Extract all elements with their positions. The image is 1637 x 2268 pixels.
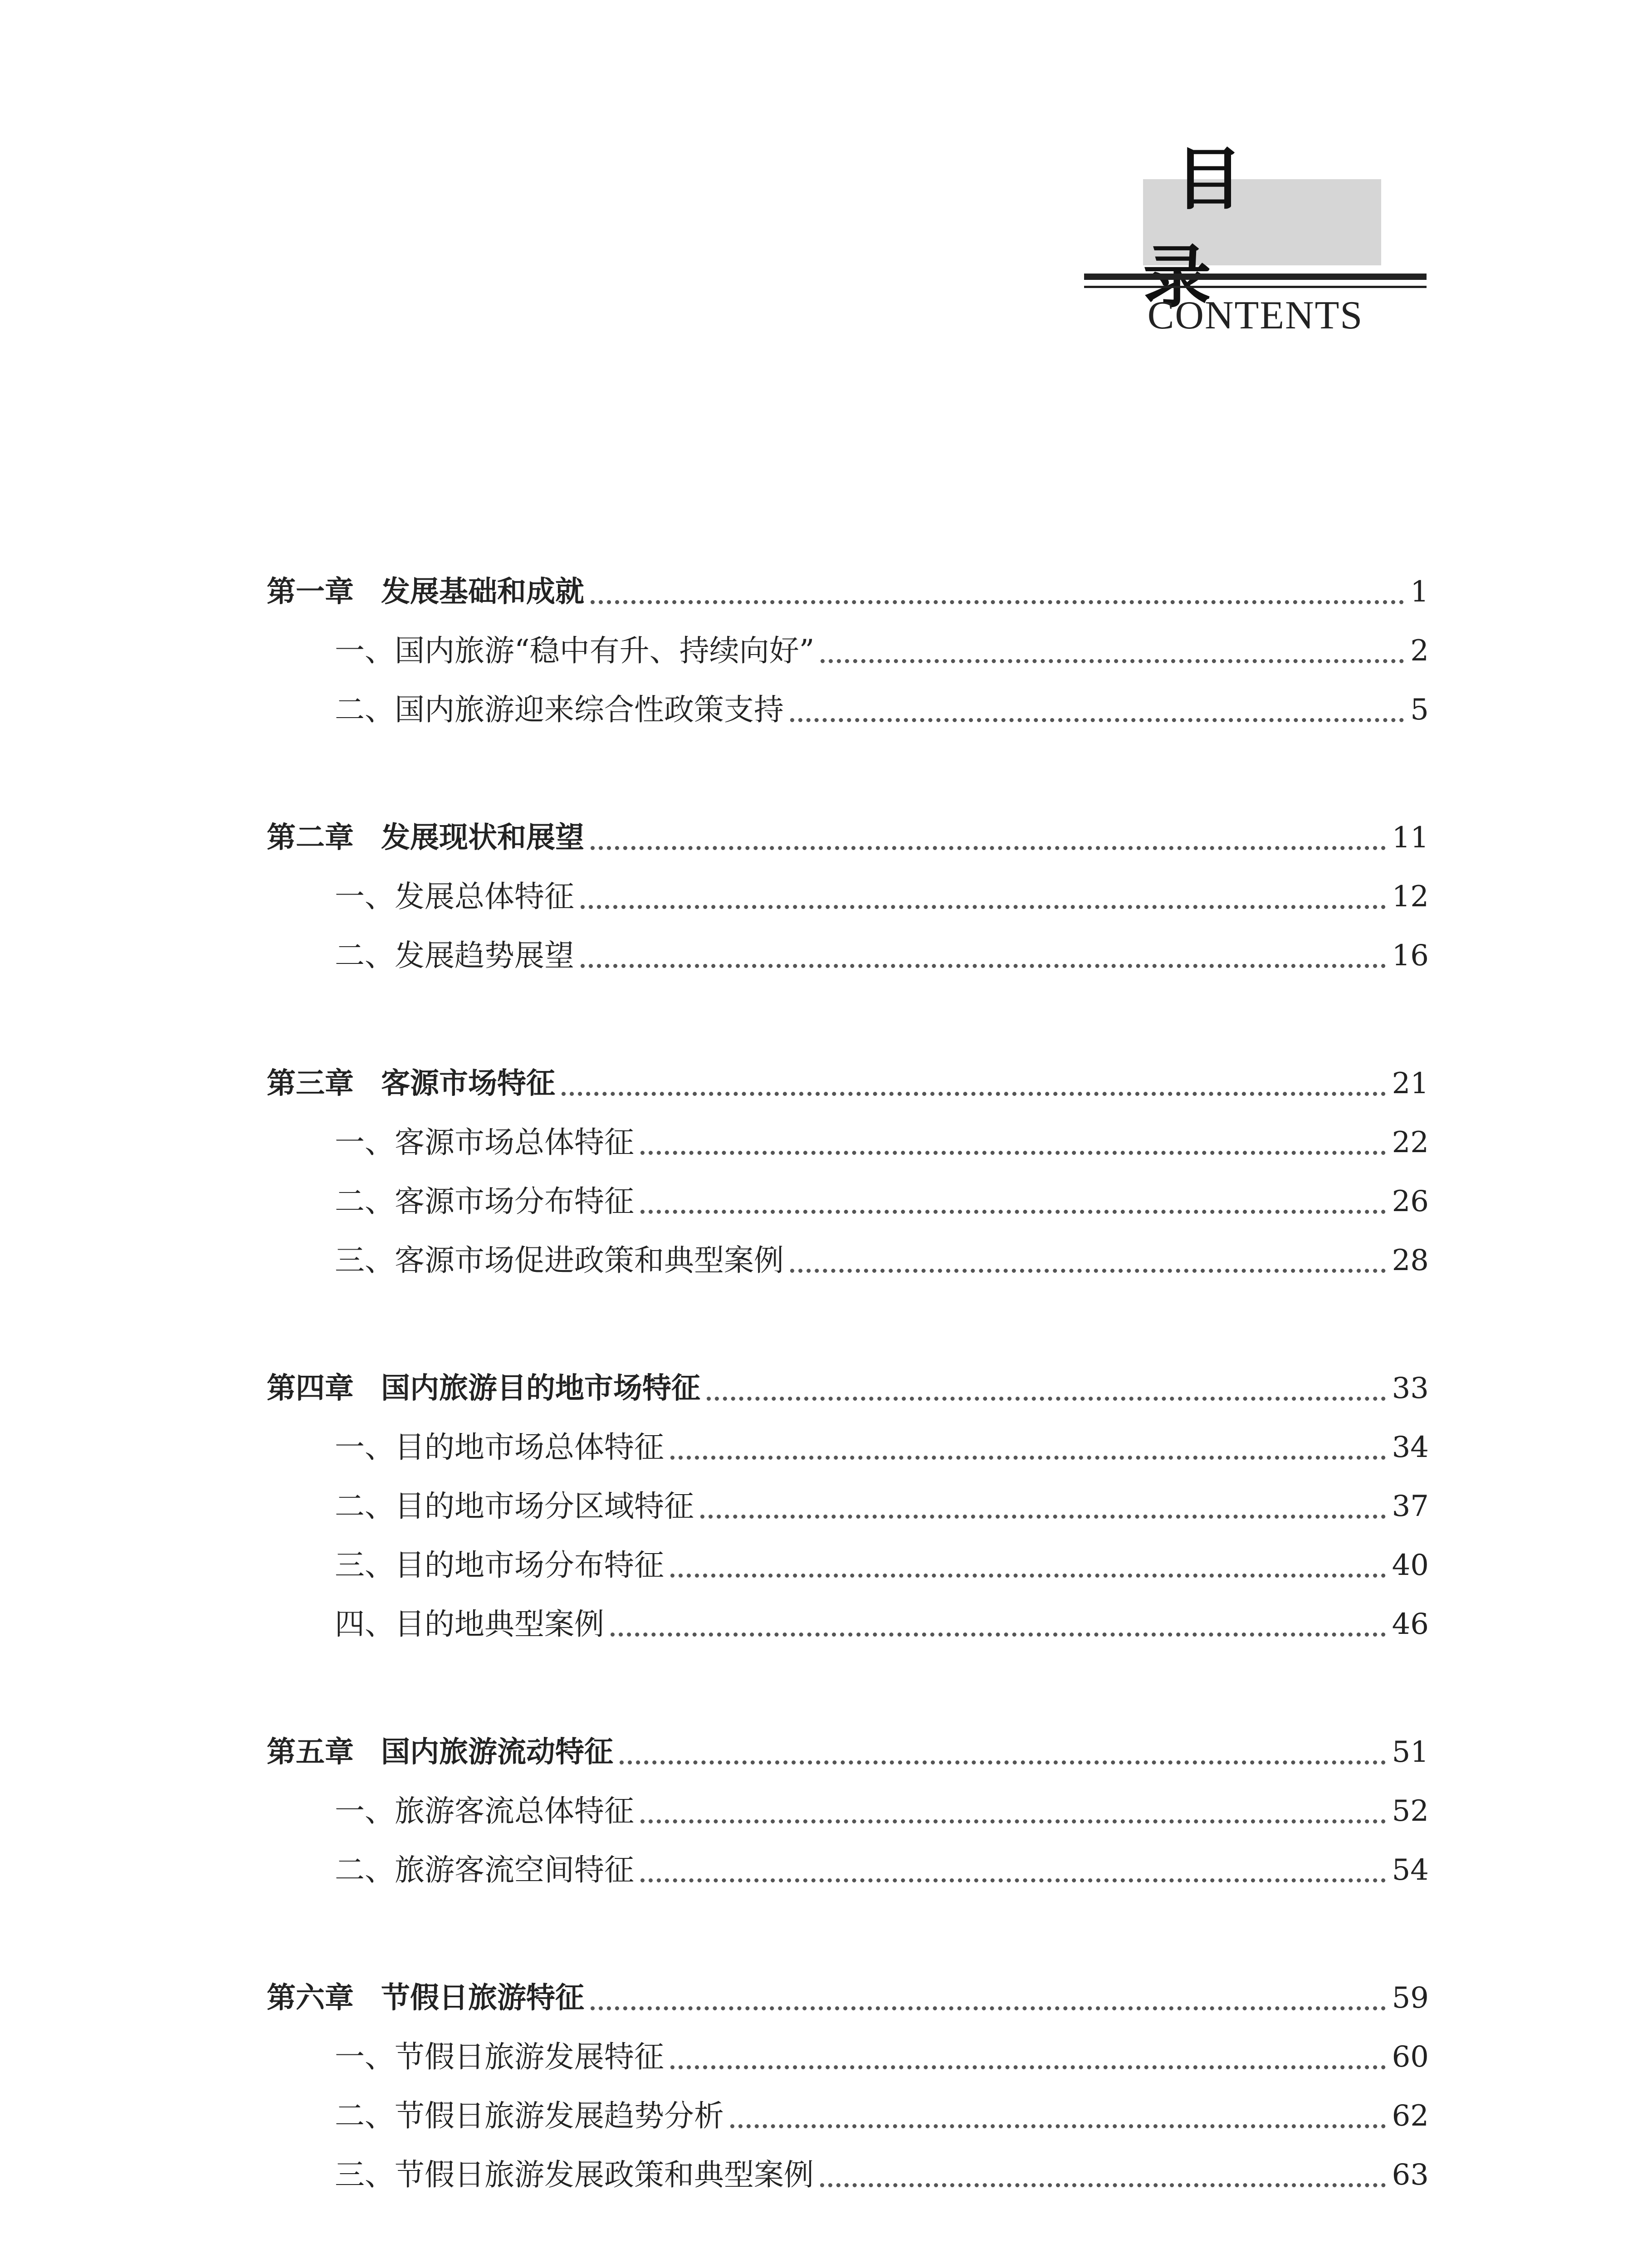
chapter-title: 客源市场特征 bbox=[381, 1067, 555, 1100]
section-title: 二、目的地市场分区域特征 bbox=[335, 1489, 694, 1524]
toc-section-entry[interactable] bbox=[267, 926, 1429, 985]
title-rule-thin bbox=[1084, 286, 1427, 288]
section-title: 二、国内旅游迎来综合性政策支持 bbox=[335, 692, 784, 727]
section-title: 三、客源市场促进政策和典型案例 bbox=[335, 1243, 784, 1278]
table-of-contents bbox=[267, 562, 1429, 2268]
page-number: 34 bbox=[1392, 1431, 1429, 1464]
page-number: 54 bbox=[1392, 1853, 1429, 1887]
dot-leader bbox=[620, 1760, 1386, 1765]
dot-leader bbox=[790, 1269, 1386, 1273]
section-title: 一、发展总体特征 bbox=[335, 879, 574, 914]
toc-chapter bbox=[267, 1969, 1429, 2204]
chapter-title: 节假日旅游特征 bbox=[381, 1981, 584, 2015]
toc-section-entry[interactable] bbox=[267, 2146, 1429, 2204]
page-number: 11 bbox=[1392, 821, 1429, 855]
page-number: 59 bbox=[1392, 1981, 1429, 2015]
section-title: 一、目的地市场总体特征 bbox=[335, 1430, 664, 1465]
dot-leader bbox=[591, 846, 1386, 850]
dot-leader bbox=[591, 2006, 1386, 2010]
toc-chapter-entry[interactable] bbox=[267, 1054, 1429, 1113]
section-title: 四、目的地典型案例 bbox=[335, 1607, 604, 1642]
page-number: 51 bbox=[1392, 1735, 1429, 1769]
toc-section-entry[interactable] bbox=[267, 1841, 1429, 1900]
dot-leader bbox=[640, 1210, 1386, 1214]
page-number: 5 bbox=[1410, 693, 1429, 727]
toc-section-entry[interactable] bbox=[267, 1477, 1429, 1536]
toc-section-entry[interactable] bbox=[267, 1113, 1429, 1172]
toc-chapter-entry[interactable] bbox=[267, 1969, 1429, 2028]
section-title: 一、国内旅游“稳中有升、持续向好” bbox=[335, 633, 815, 668]
dot-leader bbox=[611, 1633, 1386, 1637]
chapter-title: 发展现状和展望 bbox=[381, 821, 584, 855]
chapter-title: 国内旅游流动特征 bbox=[381, 1735, 613, 1769]
toc-chapter bbox=[267, 1359, 1429, 1654]
dot-leader bbox=[562, 1092, 1386, 1096]
dot-leader bbox=[640, 1878, 1386, 1882]
dot-leader bbox=[707, 1397, 1386, 1401]
page-number: 46 bbox=[1392, 1608, 1429, 1641]
toc-chapter bbox=[267, 1723, 1429, 1900]
toc-chapter-entry[interactable] bbox=[267, 1359, 1429, 1418]
section-title: 二、发展趋势展望 bbox=[335, 938, 574, 973]
chapter-number: 第五章 bbox=[267, 1735, 354, 1769]
toc-section-entry[interactable] bbox=[267, 1231, 1429, 1290]
toc-section-entry[interactable] bbox=[267, 1782, 1429, 1841]
dot-leader bbox=[670, 1574, 1386, 1578]
chapter-number: 第四章 bbox=[267, 1372, 354, 1405]
toc-section-entry[interactable] bbox=[267, 2028, 1429, 2087]
dot-leader bbox=[790, 718, 1404, 722]
chapter-title: 发展基础和成就 bbox=[381, 575, 584, 609]
toc-section-entry[interactable] bbox=[267, 1595, 1429, 1654]
toc-section-entry[interactable] bbox=[267, 867, 1429, 926]
page-number: 52 bbox=[1392, 1794, 1429, 1828]
dot-leader bbox=[581, 905, 1386, 909]
section-title: 一、客源市场总体特征 bbox=[335, 1125, 634, 1160]
dot-leader bbox=[640, 1819, 1386, 1823]
section-title: 三、节假日旅游发展政策和典型案例 bbox=[335, 2157, 814, 2192]
chapter-number: 第三章 bbox=[267, 1067, 354, 1100]
page-number: 16 bbox=[1392, 939, 1429, 973]
page-number: 1 bbox=[1410, 575, 1429, 609]
dot-leader bbox=[820, 2183, 1386, 2187]
toc-section-entry[interactable] bbox=[267, 2087, 1429, 2146]
page-number: 63 bbox=[1392, 2158, 1429, 2192]
section-title: 三、目的地市场分布特征 bbox=[335, 1548, 664, 1583]
dot-leader bbox=[670, 2065, 1386, 2069]
toc-chapter-entry[interactable] bbox=[267, 562, 1429, 621]
toc-chapter bbox=[267, 562, 1429, 739]
toc-chapter bbox=[267, 808, 1429, 985]
page-title: 目 bbox=[1143, 179, 1381, 265]
section-title: 二、客源市场分布特征 bbox=[335, 1184, 634, 1219]
page-number: 37 bbox=[1392, 1490, 1429, 1523]
contents-subtitle: CONTENTS bbox=[1147, 293, 1363, 337]
page-number: 22 bbox=[1392, 1126, 1429, 1159]
dot-leader bbox=[821, 659, 1404, 663]
toc-section-entry[interactable] bbox=[267, 1536, 1429, 1595]
toc-chapter bbox=[267, 1054, 1429, 1290]
dot-leader bbox=[581, 964, 1386, 968]
toc-section-entry[interactable] bbox=[267, 621, 1429, 680]
page-number: 62 bbox=[1392, 2099, 1429, 2133]
dot-leader bbox=[730, 2124, 1386, 2128]
toc-chapter-entry[interactable] bbox=[267, 1723, 1429, 1782]
chapter-title: 国内旅游目的地市场特征 bbox=[381, 1372, 700, 1405]
chapter-number: 第二章 bbox=[267, 821, 354, 855]
dot-leader bbox=[591, 600, 1404, 604]
dot-leader bbox=[640, 1151, 1386, 1155]
page-number: 33 bbox=[1392, 1372, 1429, 1405]
toc-section-entry[interactable] bbox=[267, 1172, 1429, 1231]
section-title: 一、节假日旅游发展特征 bbox=[335, 2039, 664, 2074]
dot-leader bbox=[670, 1456, 1386, 1460]
chapter-number: 第一章 bbox=[267, 575, 354, 609]
dot-leader bbox=[700, 1515, 1386, 1519]
title-rule-thick bbox=[1084, 274, 1427, 280]
page-number: 2 bbox=[1410, 634, 1429, 668]
page-number: 26 bbox=[1392, 1185, 1429, 1218]
section-title: 一、旅游客流总体特征 bbox=[335, 1794, 634, 1828]
page-number: 40 bbox=[1392, 1549, 1429, 1582]
page-number: 21 bbox=[1392, 1067, 1429, 1100]
page-number: 12 bbox=[1392, 880, 1429, 914]
page-number: 28 bbox=[1392, 1244, 1429, 1277]
chapter-number: 第六章 bbox=[267, 1981, 354, 2015]
section-title: 二、旅游客流空间特征 bbox=[335, 1853, 634, 1887]
toc-section-entry[interactable] bbox=[267, 1418, 1429, 1477]
page-number: 60 bbox=[1392, 2040, 1429, 2074]
section-title: 二、节假日旅游发展趋势分析 bbox=[335, 2098, 724, 2133]
toc-section-entry[interactable] bbox=[267, 680, 1429, 739]
toc-chapter-entry[interactable] bbox=[267, 808, 1429, 867]
